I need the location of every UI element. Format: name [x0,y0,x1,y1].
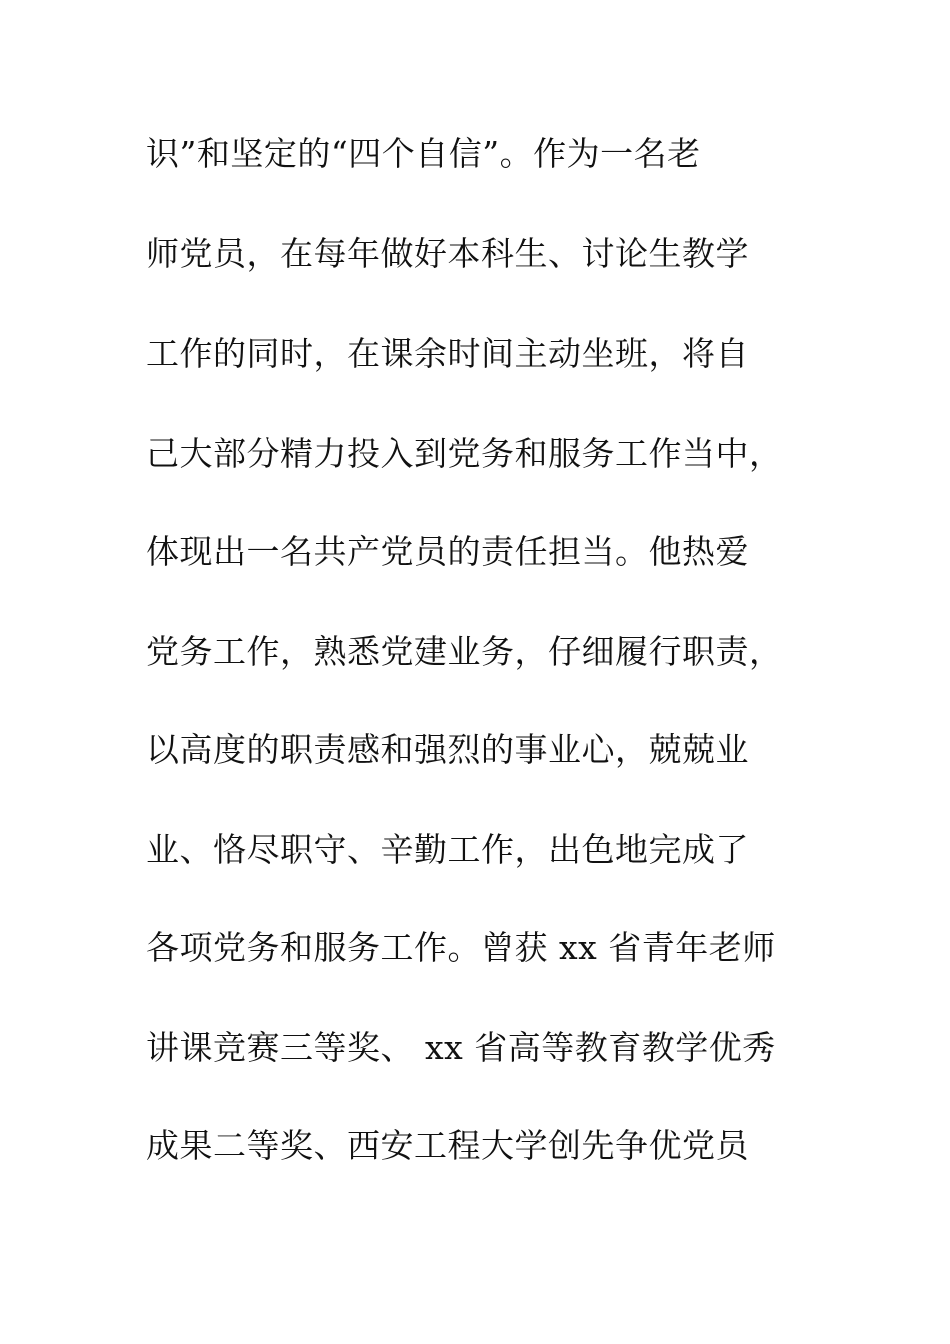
text-line-3: 工作的同时，在课余时间主动坐班，将自 [146,334,749,373]
text-line-8: 业、恪尽职守、辛勤工作，出色地完成了 [146,830,749,869]
text-line-5: 体现出一名共产党员的责任担当。他热爱 [146,532,749,571]
text-line-6: 党务工作，熟悉党建业务，仔细履行职责， [146,632,783,671]
text-line-9: 各项党务和服务工作。曾获 xx 省青年老师 [146,928,776,967]
text-line-11: 成果二等奖、西安工程大学创先争优党员 [146,1126,749,1165]
text-line-10: 讲课竞赛三等奖、 xx 省高等教育教学优秀 [146,1028,776,1067]
text-line-7: 以高度的职责感和强烈的事业心，兢兢业 [146,730,749,769]
text-line-4: 己大部分精力投入到党务和服务工作当中， [146,434,783,473]
text-line-1: 识”和坚定的“四个自信”。作为一名老 [146,134,701,173]
text-line-2: 师党员，在每年做好本科生、讨论生教学 [146,234,749,273]
